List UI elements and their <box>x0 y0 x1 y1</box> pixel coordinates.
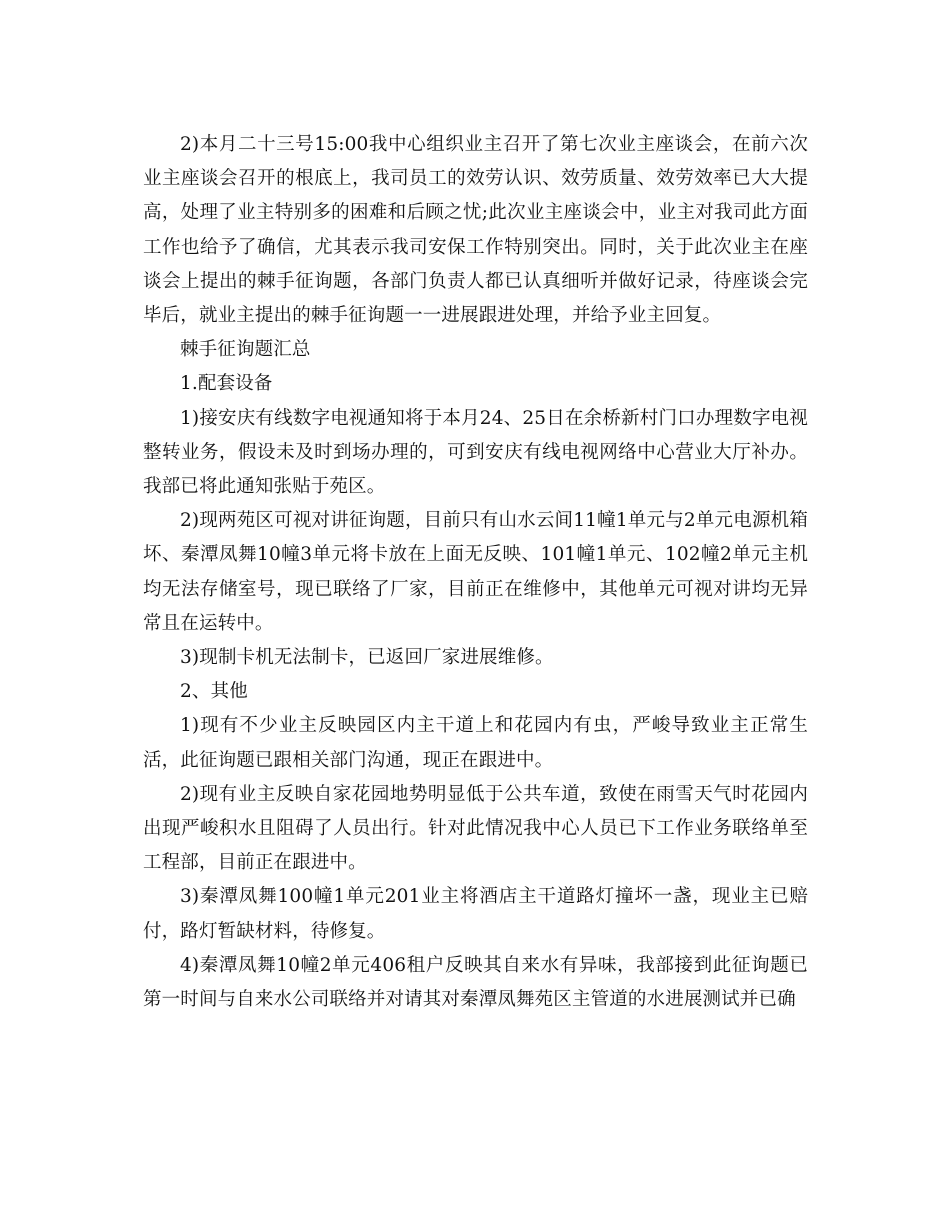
paragraph-tap-water: 4)秦潭凤舞10幢2单元406租户反映其自来水有异味，我部接到此征询题已第一时间与自来水公司联络并对请其对秦潭凤舞苑区主管道的水进展测试并已确 <box>143 954 808 1011</box>
subsection-heading-other: 2、其他 <box>180 681 248 703</box>
paragraph-garden-water: 2)现有业主反映自家花园地势明显低于公共车道，致使在雨雪天气时花园内出现严峻积水且阻碍了人员出行。针对此情况我中心人员已下工作业务联络单至工程部，目前正在跟进中。 <box>143 783 808 874</box>
paragraph-street-lamp: 3)秦潭凤舞100幢1单元201业主将酒店主干道路灯撞坏一盏，现业主已赔付，路灯暂缺材料，待修复。 <box>143 886 808 942</box>
section-heading-issues-summary: 棘手征询题汇总 <box>180 339 311 361</box>
paragraph-owner-meeting: 2)本月二十三号15:00我中心组织业主召开了第七次业主座谈会，在前六次业主座谈会召开的根底上，我司员工的效劳认识、效劳质量、效劳效率已大大提高，处理了业主特别多的困难和后顾之忧;此次业主座谈会中，业主对我司此方面工作也给予了确信，尤其表示我司安保工作特别突出。同时，关于此次业主在座谈会上提出的棘手征询题，各部门负责人都已认真细听并做好记录，待座谈会完毕后，就业主提出的棘手征询题一一进展跟进处理，并给予业主回复。 <box>143 134 808 327</box>
paragraph-card-machine: 3)现制卡机无法制卡，已返回厂家进展维修。 <box>180 647 554 669</box>
paragraph-digital-tv: 1)接安庆有线数字电视通知将于本月24、25日在余桥新村门口办理数字电视整转业务，假设未及时到场办理的，可到安庆有线电视网络中心营业大厅补办。我部已将此通知张贴于苑区。 <box>143 407 808 498</box>
paragraph-intercom: 2)现两苑区可视对讲征询题，目前只有山水云间11幢1单元与2单元电源机箱坏、秦潭凤舞10幢3单元将卡放在上面无反映、101幢1单元、102幢2单元主机均无法存储室号，现已联络了厂家，目前正在维修中，其他单元可视对讲均无异常且在运转中。 <box>143 510 808 634</box>
document-body <box>143 128 808 1017</box>
subsection-heading-facilities: 1.配套设备 <box>180 373 273 395</box>
paragraph-insects: 1)现有不少业主反映园区内主干道上和花园内有虫，严峻导致业主正常生活，此征询题已跟相关部门沟通，现正在跟进中。 <box>143 715 808 771</box>
